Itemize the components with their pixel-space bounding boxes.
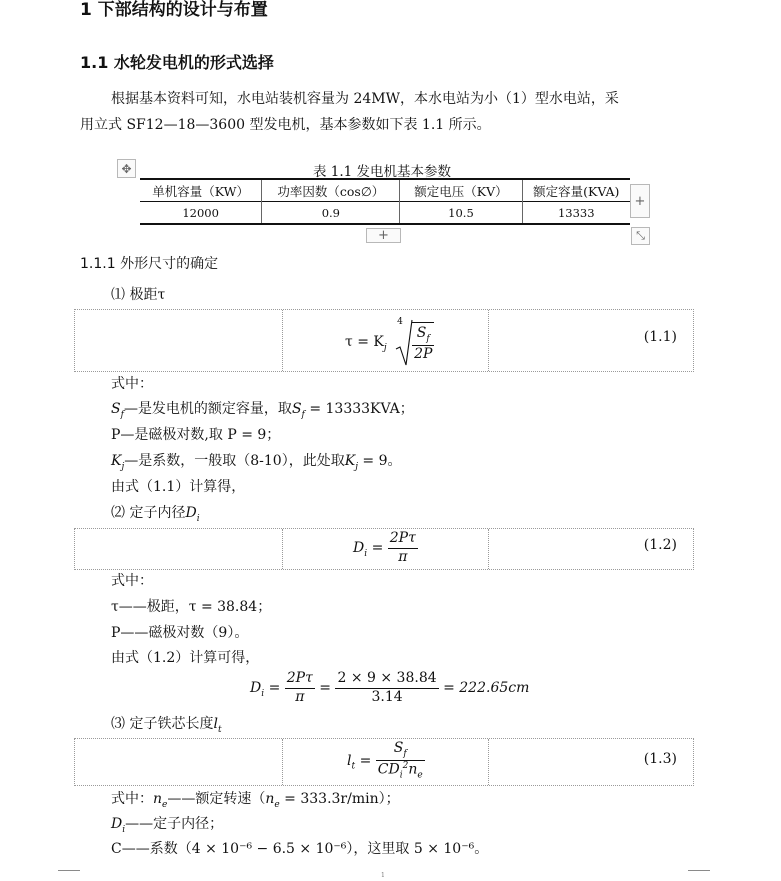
definition-text: ——额定转速（ xyxy=(167,791,266,807)
equation-1-2: $D_i$ = $\frac{2P\tau}{\pi}$ xyxy=(353,530,416,565)
symbol-sub: e xyxy=(162,799,168,810)
eq1-numerator: S xyxy=(416,325,427,342)
table-header-cell: 额定电压（KV） xyxy=(400,179,522,202)
eq3-denominator: CD xyxy=(377,761,400,778)
definition-value: = 13333KVA； xyxy=(304,401,414,417)
symbol-n: n xyxy=(153,791,163,807)
symbol-k: K xyxy=(344,453,356,469)
symbol-d: D xyxy=(185,505,197,521)
chapter-heading: 1 下部结构的设计与布置 xyxy=(80,0,268,20)
equation-number-1-2: (1.2) xyxy=(643,537,677,553)
table-caption: 表 1.1 发电机基本参数 xyxy=(313,164,452,180)
item-core-length xyxy=(111,713,222,735)
page-number: 1 xyxy=(381,872,385,879)
eq1-numerator-sub: f xyxy=(426,334,430,345)
table-move-handle-icon[interactable]: ✥ xyxy=(117,159,136,178)
eq1-denominator: 2P xyxy=(414,346,433,363)
definition-value: = 9。 xyxy=(357,453,402,469)
symbol-sub: i xyxy=(122,824,126,835)
eq3-denominator-sup: 2 xyxy=(402,761,409,772)
eq2-denominator: π xyxy=(398,548,408,565)
definition-pole-pitch: τ——极距，τ = 38.84； xyxy=(111,599,272,615)
equation-box-1-1 xyxy=(74,309,694,372)
table-resize-handle-icon[interactable]: ⤡ xyxy=(631,227,650,245)
definition-stator-diameter xyxy=(111,813,223,835)
eq3-numerator-sub: f xyxy=(403,748,407,759)
table-cell: 10.5 xyxy=(400,202,522,225)
item-label: ⑵ 定子内径 xyxy=(111,505,186,521)
eq3-lhs-sub: t xyxy=(351,761,356,772)
table-header-cell: 功率因数（cos∅） xyxy=(262,179,400,202)
equation-result-diameter: $D_i$ = $\frac{2P\tau}{\pi}$ = $\frac{2 \times 9 \times 38.84}{3.14}$ = 222.65cm xyxy=(250,670,530,705)
result-lhs: D xyxy=(250,680,262,696)
eq3-lhs: l xyxy=(347,752,352,769)
eq3-denominator-tail-sub: e xyxy=(417,770,423,781)
equation-number-1-3: (1.3) xyxy=(643,751,677,767)
table-header-row xyxy=(140,179,630,202)
table-header-cell: 额定容量(KVA) xyxy=(522,179,630,202)
definition-text: —是发电机的额定容量，取 xyxy=(123,401,292,417)
table-row xyxy=(140,202,630,225)
subsection-heading: 1.1.1 外形尺寸的确定 xyxy=(80,256,219,272)
item-label: ⑶ 定子铁芯长度 xyxy=(111,716,214,732)
where-label-2: 式中： xyxy=(111,573,153,589)
result-frac2-numerator: 2 × 9 × 38.84 xyxy=(335,670,438,689)
eq2-lhs: D xyxy=(353,540,365,556)
section-heading: 1.1 水轮发电机的形式选择 xyxy=(80,53,274,72)
result-value: = 222.65cm xyxy=(443,680,530,696)
page-corner-mark xyxy=(58,870,80,881)
result-frac1-denominator: π xyxy=(295,688,305,705)
symbol-sub: j xyxy=(121,461,125,472)
calc-line-2: 由式（1.2）计算可得， xyxy=(111,650,260,666)
symbol-n: n xyxy=(265,791,275,807)
symbol-sub: i xyxy=(196,513,200,524)
eq3-numerator: S xyxy=(393,740,404,756)
definition-text: ——定子内径； xyxy=(125,816,224,832)
symbol-sub: e xyxy=(274,799,280,810)
equation-1-1 xyxy=(345,319,434,367)
calc-line-1: 由式（1.1）计算得， xyxy=(111,479,246,495)
result-frac1-numerator: 2Pτ xyxy=(285,670,315,689)
symbol-d: D xyxy=(111,816,123,832)
where-label-3: 式中： xyxy=(111,791,153,807)
definition-coefficient xyxy=(111,450,402,472)
intro-paragraph-line2: 用立式 SF12—18—3600 型发电机，基本参数如下表 1.1 所示。 xyxy=(80,117,491,133)
equation-box-1-3 xyxy=(74,738,694,786)
add-row-button[interactable]: + xyxy=(366,228,401,243)
equation-1-3: $l_t$ = $\frac{S_f}{CD_i^2n_e}$ xyxy=(347,740,423,781)
result-lhs-sub: i xyxy=(261,688,265,699)
symbol-k: K xyxy=(111,453,122,469)
eq2-numerator: 2Pτ xyxy=(388,530,418,549)
symbol-sub: f xyxy=(301,409,305,420)
equation-number-1-1: (1.1) xyxy=(643,329,677,345)
symbol-sub: j xyxy=(355,461,358,472)
add-column-button[interactable]: + xyxy=(630,184,650,218)
definition-pole-pairs: P—是磁极对数,取 P = 9； xyxy=(111,427,281,443)
item-pole-pitch: ⑴ 极距τ xyxy=(111,287,166,303)
parameters-table xyxy=(140,178,630,225)
result-frac2-denominator: 3.14 xyxy=(371,688,403,705)
table-cell: 12000 xyxy=(140,202,262,225)
definition-coefficient-c: C——系数（4 × 10⁻⁶ − 6.5 × 10⁻⁶），这里取 5 × 10⁻⁶。 xyxy=(111,841,489,857)
symbol-s: S xyxy=(291,401,302,417)
symbol-sub: t xyxy=(217,724,222,735)
item-stator-diameter xyxy=(111,502,200,524)
eq1-lhs: τ = K xyxy=(345,333,384,350)
definition-text: —是系数，一般取（8-10），此处取 xyxy=(124,453,345,469)
definition-rated-speed xyxy=(111,788,400,810)
symbol-s: S xyxy=(111,401,121,417)
eq2-lhs-sub: i xyxy=(364,548,368,559)
eq3-denominator-tail: n xyxy=(408,761,418,778)
where-label-1: 式中： xyxy=(111,376,153,392)
table-header-cell: 单机容量（KW） xyxy=(140,179,262,202)
definition-value: = 333.3r/min）； xyxy=(279,791,400,807)
definition-pole-pairs-2: P——磁极对数（9）。 xyxy=(111,625,249,641)
eq1-root-index: 4 xyxy=(397,317,403,327)
symbol-sub: f xyxy=(120,409,124,420)
eq1-lhs-sub: j xyxy=(383,342,387,353)
page-corner-mark xyxy=(688,870,710,881)
equation-box-1-2 xyxy=(74,528,694,570)
intro-paragraph-line1: 根据基本资料可知，水电站装机容量为 24MW，本水电站为小（1）型水电站，采 xyxy=(111,91,619,107)
symbol-l: l xyxy=(213,716,218,732)
table-cell: 13333 xyxy=(522,202,630,225)
table-cell: 0.9 xyxy=(262,202,400,225)
definition-rated-capacity xyxy=(111,398,414,420)
eq3-denominator-sub: i xyxy=(399,770,403,781)
